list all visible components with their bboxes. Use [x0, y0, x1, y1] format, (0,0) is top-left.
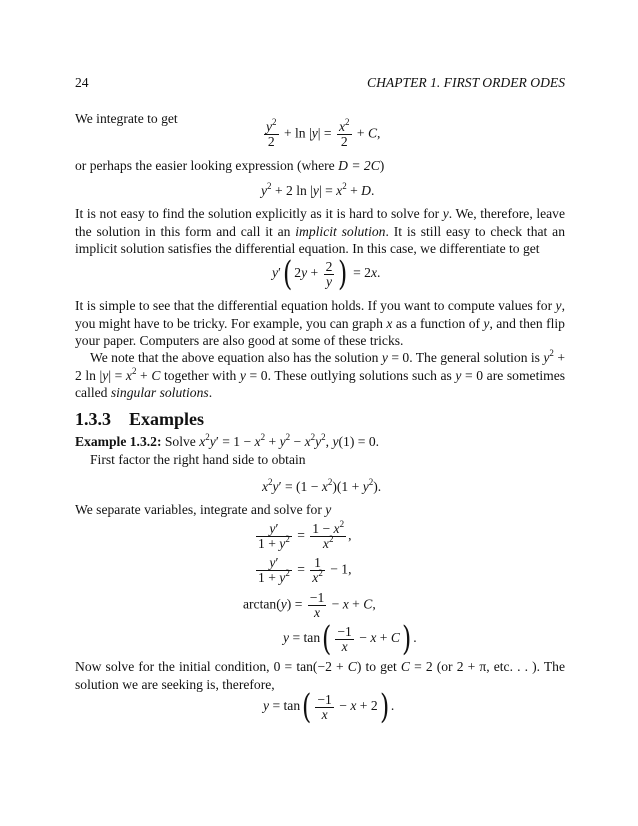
paragraph-integrate: We integrate to get [75, 111, 178, 126]
paragraph-check: It is simple to see that the differential equation holds. If you want to compute values for y, you might have to be tricky. For example, you can graph x as a function of y, and then flip your paper. Computers are also good at some of these tricks. [75, 298, 565, 349]
aligned-equation-4: y = tan( $\frac{-1}{x}$ − x + C) . [283, 619, 417, 659]
paragraph-factor: First factor the right hand side to obtain [90, 452, 306, 467]
aligned-equation-3: arctan(y) = $\frac{-1}{x}$ − x + C, [243, 590, 376, 620]
paragraph-singular: We note that the above equation also has the solution y = 0. The general solution is $y^2 + 2$ $\ln |y| = x^2 + C$ together with y = 0. These outlying solutions such as y = 0 are sometimes called singular solutions. [75, 348, 566, 401]
final-equation: y = tan( $\frac{-1}{x}$ − x + 2) . [263, 687, 395, 727]
equation-2: $y^2 + 2$ $\ln |y| = x^2 + D$. [261, 181, 375, 198]
equation-4: $x^2y' = (1 - x^2)(1 + y^2)$. [262, 477, 382, 494]
aligned-equation-1: $\frac{y'}{1 + y^2}$ = $\frac{1 - x^2}{x^2}$ , [258, 519, 352, 551]
paragraph-implicit: It is not easy to find the solution explicitly as it is hard to solve for y. We, therefore, leave the solution in this form and call it an implicit solution. It is still easy to check that an implicit solution satisfies the differential equation. In this case, we differentiate to get [75, 206, 565, 257]
equation-1: $\frac{y^2}{2}$ + ln |y| = $\frac{x^2}{2}$ + C, [266, 117, 381, 149]
paragraph-easier-expression: or perhaps the easier looking expression (where D = 2C) [75, 158, 385, 173]
page-number: 24 [75, 75, 89, 90]
equation-3: y′( 2y + $\frac{2}{y}$ ) = 2x. [272, 254, 381, 294]
chapter-title: CHAPTER 1. FIRST ORDER ODES [367, 75, 565, 90]
aligned-equation-2: $\frac{y'}{1 + y^2}$ = $\frac{1}{x^2}$ − 1, [258, 555, 352, 585]
section-heading: 1.3.3 Examples [75, 409, 205, 429]
paragraph-initial-condition: Now solve for the initial condition, 0 = tan(−2 + C) to get C = 2 (or 2 + π, etc. . . ). The solution we are seeking is, therefore, [75, 659, 565, 692]
example-statement: Example 1.3.2: Solve $x^2y' = 1 - x^2 + y^2 - x^2y^2$, y(1) = 0. [75, 432, 380, 449]
paragraph-separate: We separate variables, integrate and solve for y [75, 502, 332, 517]
